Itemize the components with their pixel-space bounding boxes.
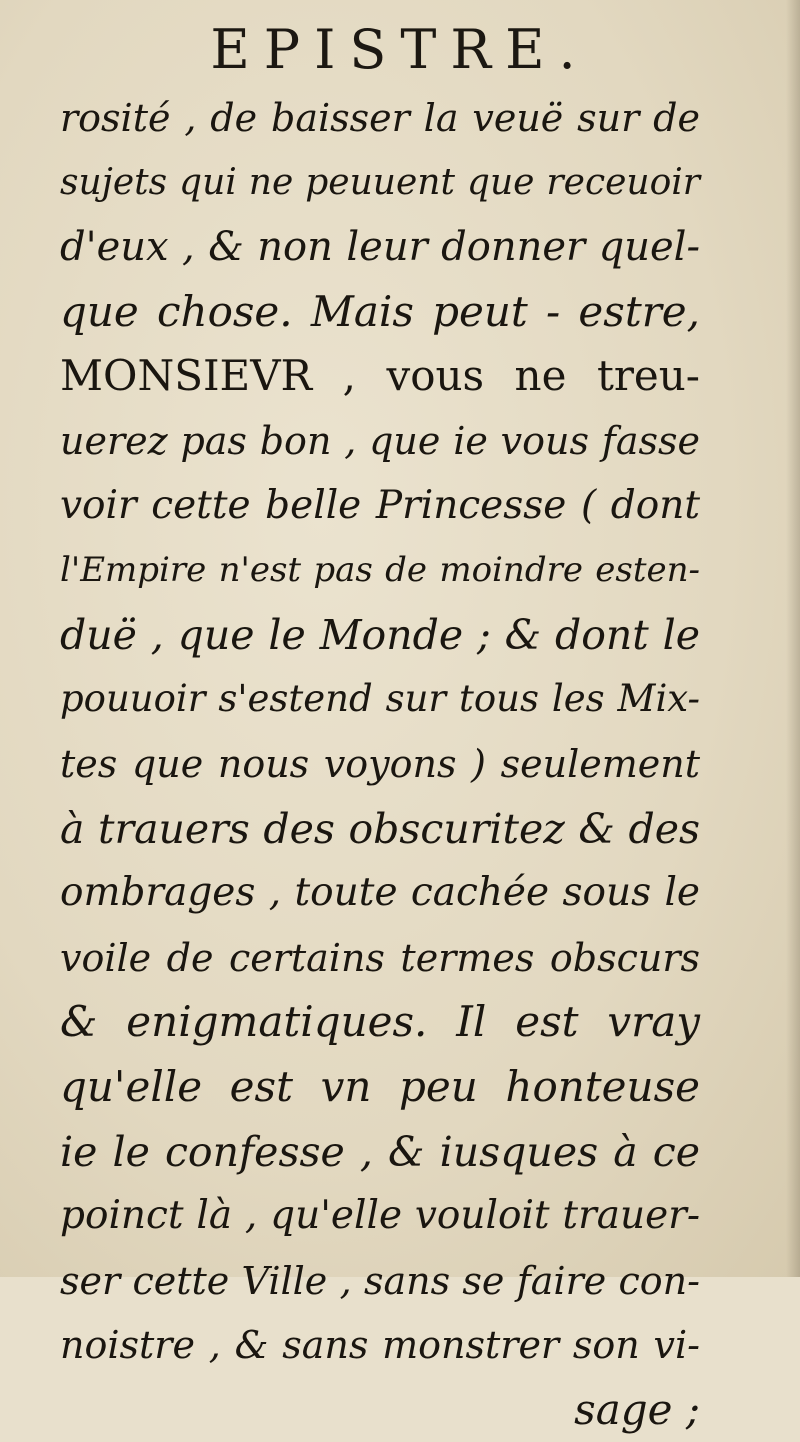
text-line: voile de certains termes obscurs — [60, 935, 700, 980]
text-line: duë , que le Monde ; & dont le — [60, 610, 700, 659]
text-line: & enigmatiques. Il est vray — [60, 997, 700, 1047]
text-line: à trauers des obscuritez & des — [60, 804, 700, 853]
running-head: EPISTRE. — [210, 18, 590, 81]
text-line: que chose. Mais peut - estre, — [60, 286, 700, 336]
text-line: uerez pas bon , que ie vous fasse — [60, 418, 700, 463]
text-line: l'Empire n'est pas de moindre esten- — [60, 550, 700, 591]
text-body — [60, 86, 700, 1442]
text-line: MONSIEVR , vous ne treu- — [60, 351, 700, 401]
text-line: ser cette Ville , sans se faire con- — [60, 1258, 700, 1303]
page-edge-shadow — [786, 0, 800, 1277]
text-line: ie le confesse , & iusques à ce — [60, 1127, 700, 1176]
text-line: sujets qui ne peuuent que receuoir — [60, 161, 700, 203]
text-line: qu'elle est vn peu honteuse — [60, 1061, 700, 1111]
text-line: noistre , & sans monstrer son vi- — [60, 1323, 700, 1368]
text-line: d'eux , & non leur donner quel- — [60, 224, 700, 271]
text-line: ombrages , toute cachée sous le — [60, 870, 700, 916]
text-line: poinct là , qu'elle vouloit trauer- — [60, 1193, 700, 1239]
catchword: sage ; — [574, 1384, 700, 1434]
text-line: rosité , de baisser la veuë sur de — [60, 96, 700, 140]
text-line: tes que nous voyons ) seulement — [60, 741, 700, 786]
text-line: voir cette belle Princesse ( dont — [60, 482, 700, 528]
text-line: pouuoir s'estend sur tous les Mix- — [60, 677, 700, 721]
